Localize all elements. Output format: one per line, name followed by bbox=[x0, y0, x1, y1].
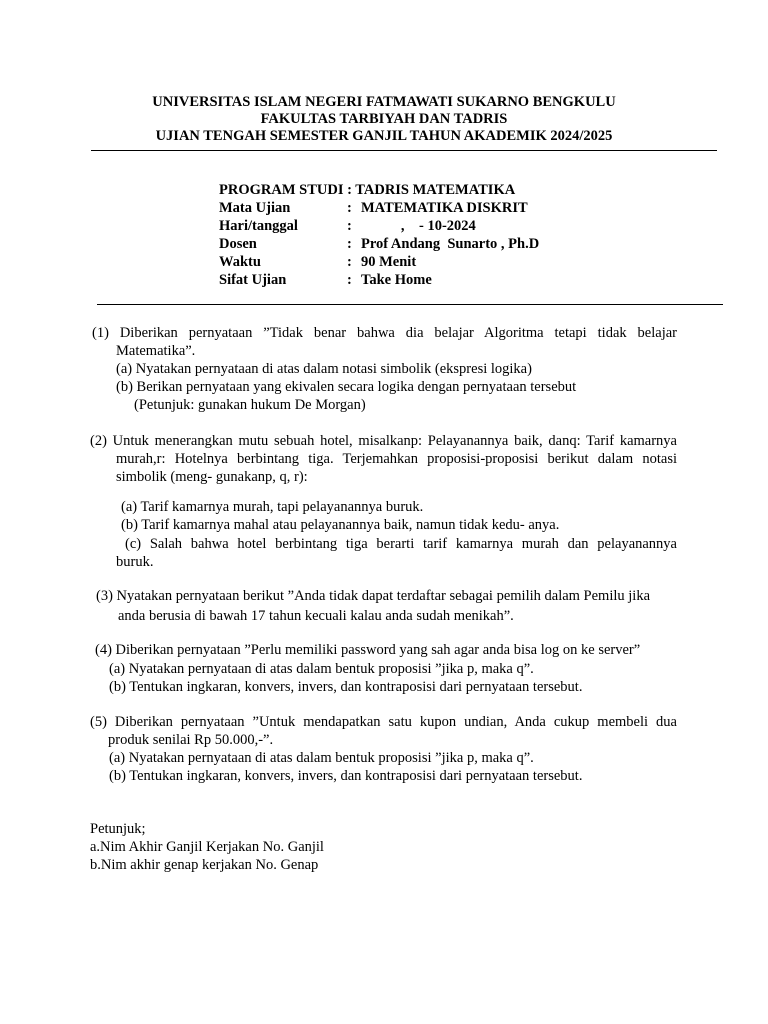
header-exam: UJIAN TENGAH SEMESTER GANJIL TAHUN AKADEMIK 2024/2025 bbox=[155, 128, 613, 144]
q1-line2: Matematika”. bbox=[116, 343, 196, 359]
info-value: 90 Menit bbox=[361, 254, 417, 270]
q3-line1: (3) Nyatakan pernyataan berikut ”Anda tidak dapat terdaftar sebagai pemilih dalam Pemilu jika bbox=[96, 588, 651, 604]
footer-title: Petunjuk; bbox=[90, 821, 146, 837]
q2-part-c-line2: buruk. bbox=[116, 554, 154, 570]
q2-part-a: (a) Tarif kamarnya murah, tapi pelayanannya buruk. bbox=[121, 499, 424, 515]
q3-line2: anda berusia di bawah 17 tahun kecuali kalau anda sudah menikah”. bbox=[118, 608, 514, 624]
q2-line2: murah,r: Hotelnya berbintang tiga. Terjemahkan proposisi-proposisi berikut dalam notasi bbox=[116, 451, 677, 467]
info-label: Sifat Ujian bbox=[219, 272, 287, 288]
info-label: Dosen bbox=[219, 236, 257, 252]
q4-part-b: (b) Tentukan ingkaran, konvers, invers, dan kontraposisi dari pernyataan tersebut. bbox=[109, 679, 583, 695]
info-colon: : bbox=[347, 218, 352, 234]
q1-part-a: (a) Nyatakan pernyataan di atas dalam notasi simbolik (ekspresi logika) bbox=[116, 361, 532, 377]
q2-part-b: (b) Tarif kamarnya mahal atau pelayanannya baik, namun tidak kedu- anya. bbox=[121, 517, 560, 533]
info-value: , - 10-2024 bbox=[361, 218, 476, 234]
q2-line3: simbolik (meng- gunakanp, q, r): bbox=[116, 469, 308, 485]
q5-line2: produk senilai Rp 50.000,-”. bbox=[108, 732, 274, 748]
q4-line1: (4) Diberikan pernyataan ”Perlu memiliki password yang sah agar anda bisa log on ke server” bbox=[95, 642, 641, 658]
info-value: MATEMATIKA DISKRIT bbox=[361, 200, 528, 216]
footer-item-b: b.Nim akhir genap kerjakan No. Genap bbox=[90, 857, 319, 873]
info-row-dosen bbox=[219, 235, 539, 253]
q2-part-c-line1: (c) Salah bahwa hotel berbintang tiga berarti tarif kamarnya murah dan pelayanannya bbox=[125, 536, 677, 552]
q2-line1: (2) Untuk menerangkan mutu sebuah hotel, misalkanp: Pelayanannya baik, danq: Tarif kamarnya bbox=[90, 433, 677, 449]
info-row-sifat-ujian bbox=[219, 271, 432, 289]
info-colon: : bbox=[347, 272, 352, 288]
q1-hint: (Petunjuk: gunakan hukum De Morgan) bbox=[134, 397, 366, 413]
q4-part-a: (a) Nyatakan pernyataan di atas dalam bentuk proposisi ”jika p, maka q”. bbox=[109, 661, 534, 677]
footer-item-a: a.Nim Akhir Ganjil Kerjakan No. Ganjil bbox=[90, 839, 324, 855]
info-label: Hari/tanggal bbox=[219, 218, 298, 234]
info-row-hari-tanggal bbox=[219, 217, 476, 235]
header-university: UNIVERSITAS ISLAM NEGERI FATMAWATI SUKARNO BENGKULU bbox=[152, 94, 616, 110]
header-divider bbox=[91, 150, 717, 151]
info-value: Prof Andang Sunarto , Ph.D bbox=[361, 236, 540, 252]
q5-part-a: (a) Nyatakan pernyataan di atas dalam bentuk proposisi ”jika p, maka q”. bbox=[109, 750, 534, 766]
program-studi: PROGRAM STUDI : TADRIS MATEMATIKA bbox=[219, 182, 516, 198]
header-faculty: FAKULTAS TARBIYAH DAN TADRIS bbox=[260, 111, 508, 127]
q5-part-b: (b) Tentukan ingkaran, konvers, invers, dan kontraposisi dari pernyataan tersebut. bbox=[109, 768, 583, 784]
info-label: Waktu bbox=[219, 254, 261, 270]
info-label: Mata Ujian bbox=[219, 200, 291, 216]
info-row-mata-ujian bbox=[219, 199, 528, 217]
q1-part-b: (b) Berikan pernyataan yang ekivalen secara logika dengan pernyataan tersebut bbox=[116, 379, 577, 395]
info-colon: : bbox=[347, 254, 352, 270]
info-row-waktu bbox=[219, 253, 416, 271]
info-value: Take Home bbox=[361, 272, 432, 288]
info-colon: : bbox=[347, 236, 352, 252]
q1-line1: (1) Diberikan pernyataan ”Tidak benar bahwa dia belajar Algoritma tetapi tidak belajar bbox=[92, 325, 677, 341]
info-divider bbox=[97, 304, 723, 305]
q5-line1: (5) Diberikan pernyataan ”Untuk mendapatkan satu kupon undian, Anda cukup membeli dua bbox=[90, 714, 677, 730]
info-colon: : bbox=[347, 200, 352, 216]
